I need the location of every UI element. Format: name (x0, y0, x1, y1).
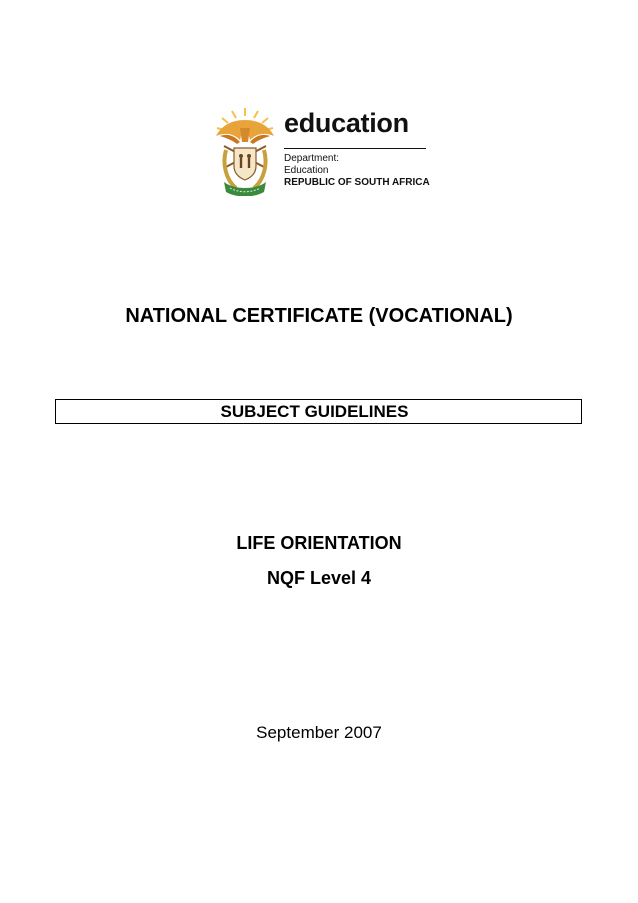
logo-wordmark: education (284, 108, 409, 138)
logo-education-label: Education (284, 165, 329, 176)
nqf-level: NQF Level 4 (266, 568, 372, 588)
logo-department-label: Department: (284, 153, 340, 164)
subject-name: LIFE ORIENTATION (236, 533, 402, 553)
south-africa-coat-of-arms-icon (212, 106, 278, 196)
document-title: NATIONAL CERTIFICATE (VOCATIONAL) (125, 305, 513, 327)
department-logo (200, 100, 440, 202)
logo-divider (284, 148, 426, 149)
subject-guidelines-box (55, 399, 582, 424)
logo-country-label: REPUBLIC OF SOUTH AFRICA (284, 177, 430, 188)
subject-guidelines-label: SUBJECT GUIDELINES (220, 402, 409, 421)
publication-date: September 2007 (256, 723, 382, 742)
